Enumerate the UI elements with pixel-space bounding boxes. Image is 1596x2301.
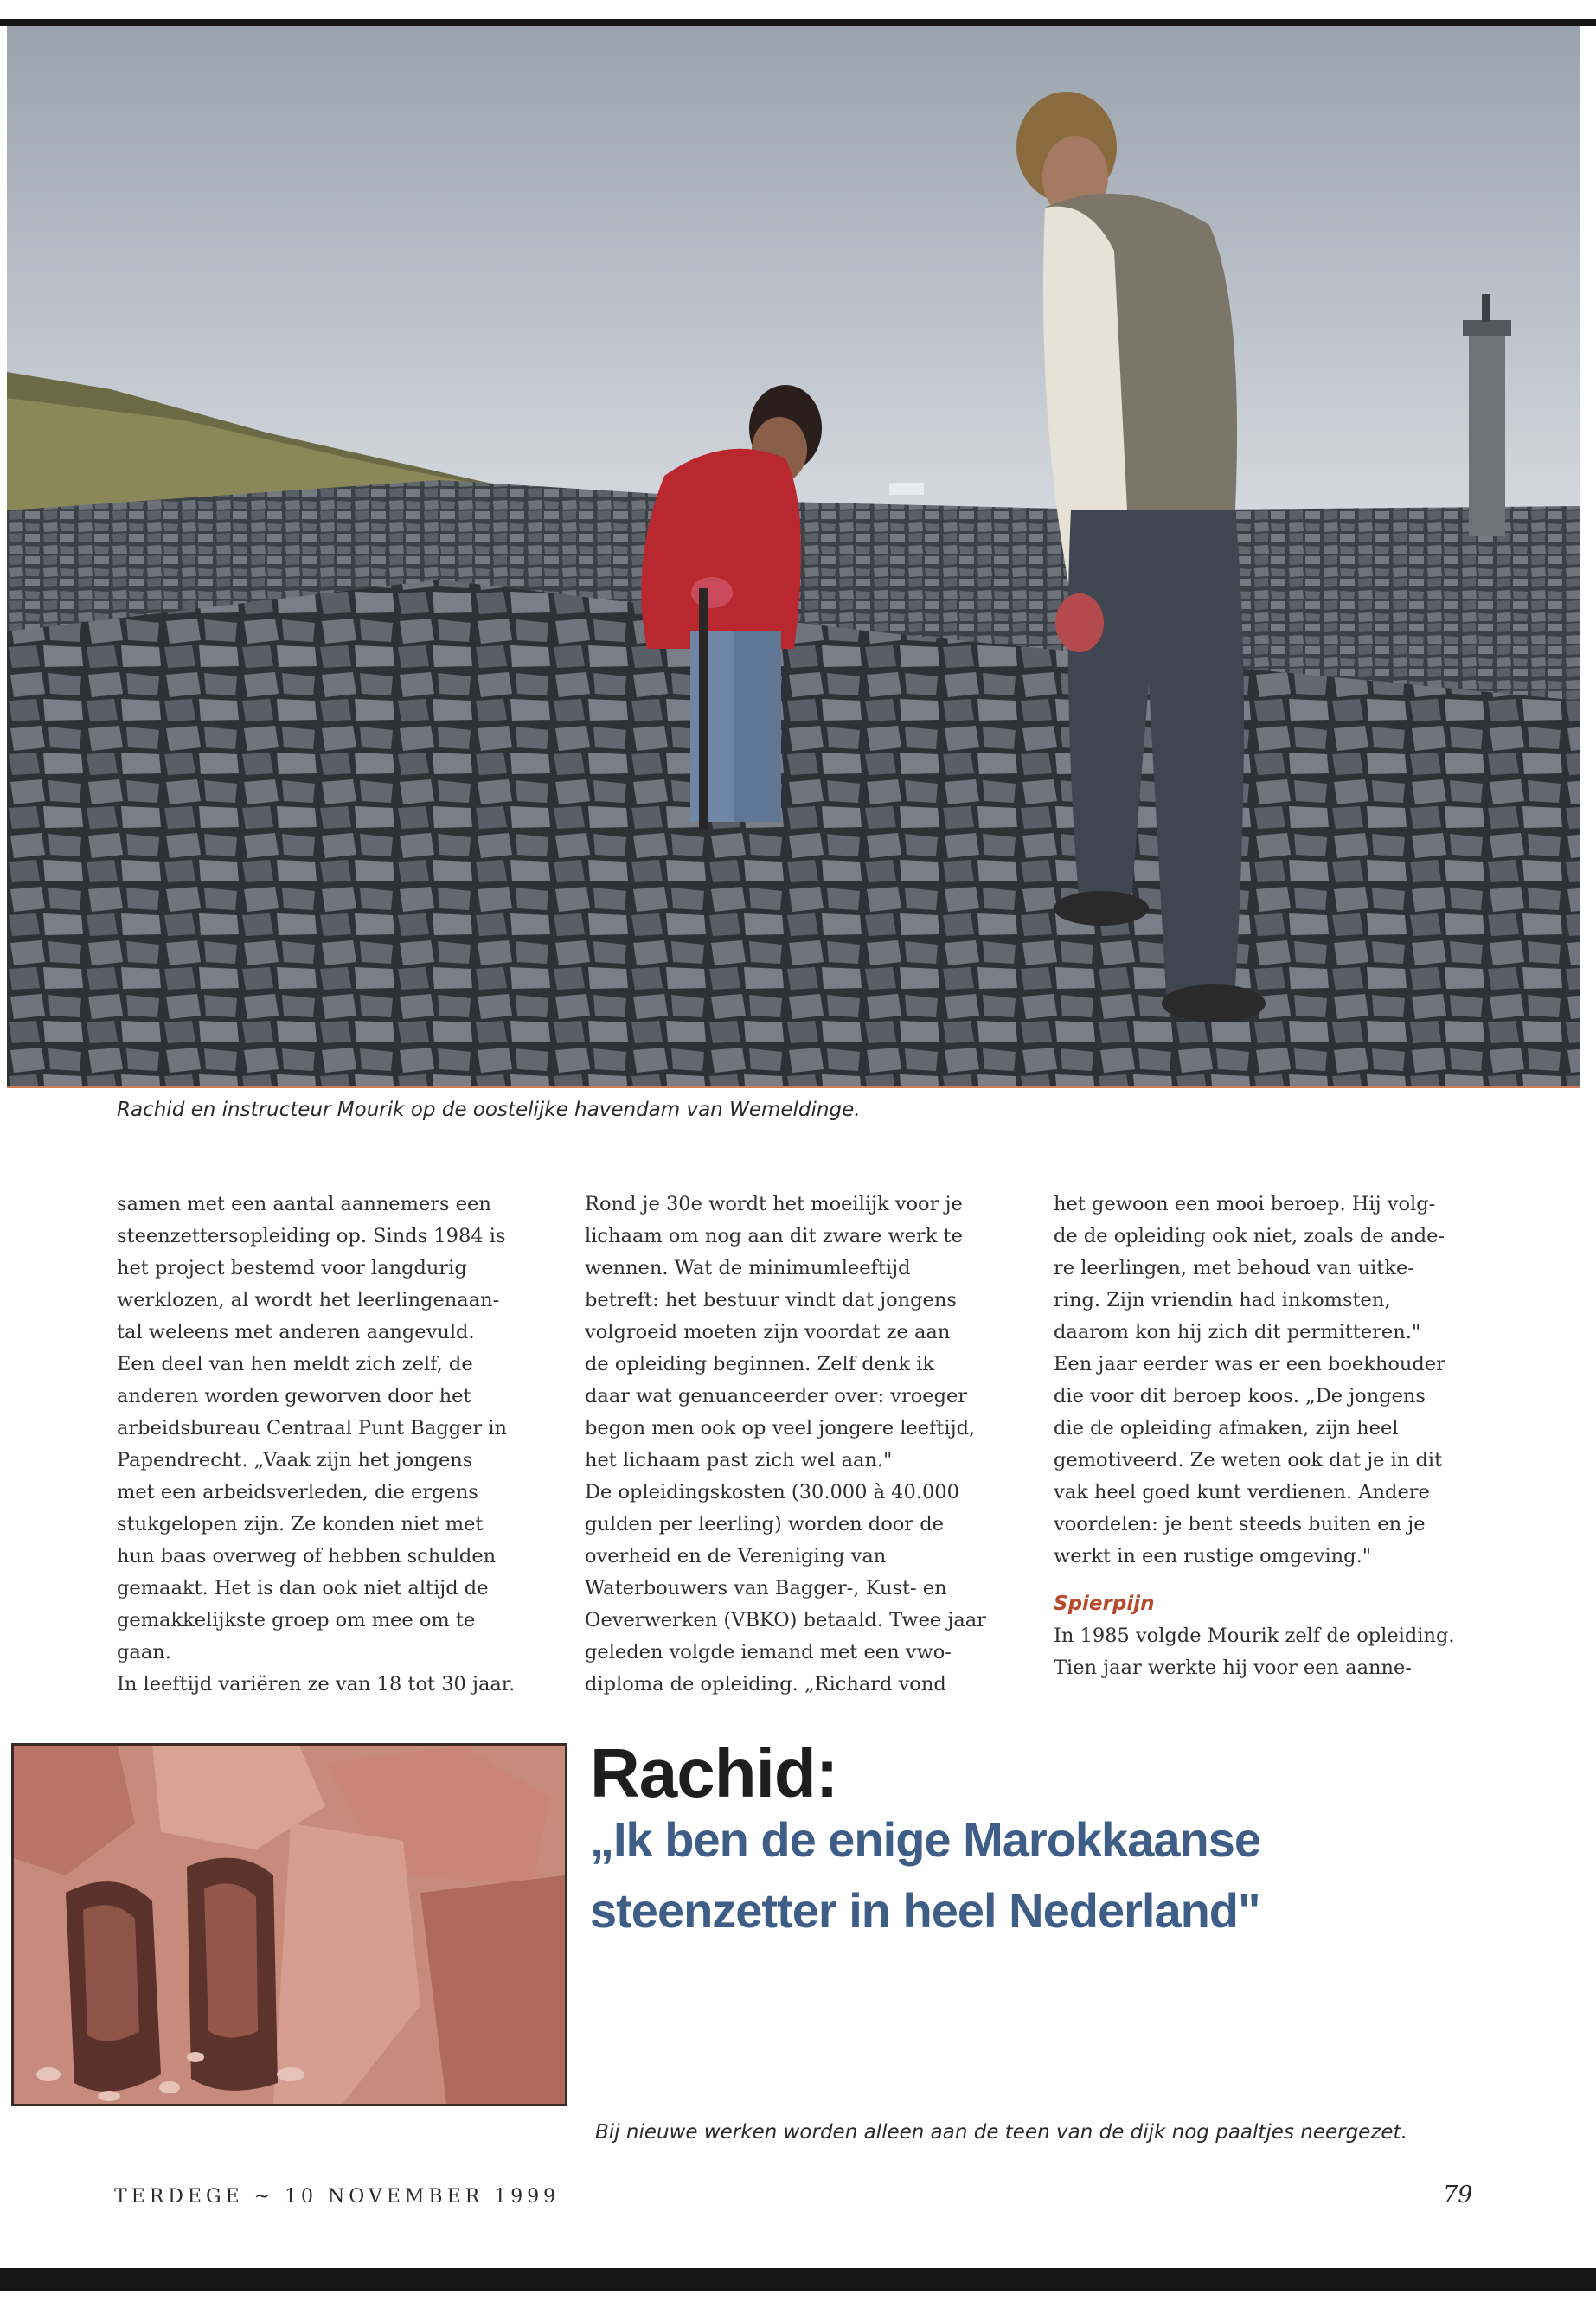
body-line: tal weleens met anderen aangevuld. [117,1321,475,1343]
main-photo [7,26,1580,1086]
body-line: Rond je 30e wordt het moeilijk voor je [585,1193,963,1215]
bottom-rule [0,2268,1596,2291]
body-line: voordelen: je bent steeds buiten en je [1054,1513,1426,1535]
body-line: vak heel goed kunt verdienen. Andere [1054,1481,1430,1503]
body-line: steenzettersopleiding op. Sinds 1984 is [117,1225,506,1247]
body-line: het gewoon een mooi beroep. Hij volg- [1054,1193,1436,1215]
headline-quote-line-1: „Ik ben de enige Marokkaanse [590,1812,1260,1867]
body-line: het lichaam past zich wel aan." [585,1449,893,1471]
body-line: stukgelopen zijn. Ze konden niet met [117,1513,484,1535]
body-line: betreft: het bestuur vindt dat jongens [585,1289,957,1311]
body-line: de opleiding beginnen. Zelf denk ik [585,1353,935,1375]
text-column-1 [117,1189,554,1701]
body-line: re leerlingen, met behoud van uitke- [1054,1257,1414,1279]
body-line: werkt in een rustige omgeving." [1054,1545,1372,1567]
text-column-3 [1054,1189,1490,1684]
body-line: Papendrecht. „Vaak zijn het jongens [117,1449,473,1471]
body-line: begon men ook op veel jongere leeftijd, [585,1417,976,1439]
body-line: geleden volgde iemand met een vwo- [585,1641,952,1663]
body-line: diploma de opleiding. „Richard vond [585,1673,946,1695]
body-line: De opleidingskosten (30.000 à 40.000 [585,1481,959,1503]
body-line: In 1985 volgde Mourik zelf de opleiding. [1054,1625,1455,1647]
body-line: gulden per leerling) worden door de [585,1513,944,1535]
top-rule [0,19,1596,26]
body-line: daarom kon hij zich dit permitteren." [1054,1321,1421,1343]
body-line: overheid en de Vereniging van [585,1545,887,1567]
stakes-photo [11,1743,567,2106]
body-line: gemotiveerd. Ze weten ook dat je in dit [1054,1449,1443,1471]
body-line: Waterbouwers van Bagger-, Kust- en [585,1577,947,1599]
body-line: anderen worden geworven door het [117,1385,471,1407]
headline-quote-line-2: steenzetter in heel Nederland" [590,1883,1260,1938]
body-line: lichaam om nog aan dit zware werk te [585,1225,963,1247]
body-line: met een arbeidsverleden, die ergens [117,1481,478,1503]
body-line: daar wat genuanceerder over: vroeger [585,1385,968,1407]
body-line: volgroeid moeten zijn voordat ze aan [585,1321,951,1343]
body-line: het project bestemd voor langdurig [117,1257,467,1279]
body-line: Oeverwerken (VBKO) betaald. Twee jaar [585,1609,986,1631]
text-column-2 [585,1189,1022,1701]
body-line: gemaakt. Het is dan ook niet altijd de [117,1577,489,1599]
body-line: ring. Zijn vriendin had inkomsten, [1054,1289,1391,1311]
subheading-spierpijn: Spierpijn [1054,1593,1155,1615]
body-line: arbeidsbureau Centraal Punt Bagger in [117,1417,508,1439]
body-line: In leeftijd variëren ze van 18 tot 30 jaar. [117,1673,516,1695]
body-line: hun baas overweg of hebben schulden [117,1545,497,1567]
body-line: werklozen, al wordt het leerlingenaan- [117,1289,500,1311]
body-line: gaan. [117,1641,171,1663]
headline-name: Rachid: [590,1734,838,1811]
page-number: 79 [1443,2182,1473,2208]
body-line: die de opleiding afmaken, zijn heel [1054,1417,1399,1439]
body-line: gemakkelijkste groep om mee om te [117,1609,476,1631]
footer-publication: TERDEGE ~ 10 NOVEMBER 1999 [114,2186,561,2208]
body-line: Een jaar eerder was er een boekhouder [1054,1353,1445,1375]
body-line: die voor dit beroep koos. „De jongens [1054,1385,1426,1407]
body-line: Een deel van hen meldt zich zelf, de [117,1353,473,1375]
body-line: de de opleiding ook niet, zoals de ande- [1054,1225,1445,1247]
body-line: samen met een aantal aannemers een [117,1193,491,1215]
body-line: Tien jaar werkte hij voor een aanne- [1054,1657,1412,1679]
body-line: wennen. Wat de minimumleeftijd [585,1257,911,1279]
stakes-photo-caption: Bij nieuwe werken worden alleen aan de teen van de dijk nog paaltjes neergezet. [595,2121,1407,2144]
main-photo-caption: Rachid en instructeur Mourik op de oostelijke havendam van Wemeldinge. [117,1099,861,1121]
photo-accent-rule [7,1086,1580,1088]
